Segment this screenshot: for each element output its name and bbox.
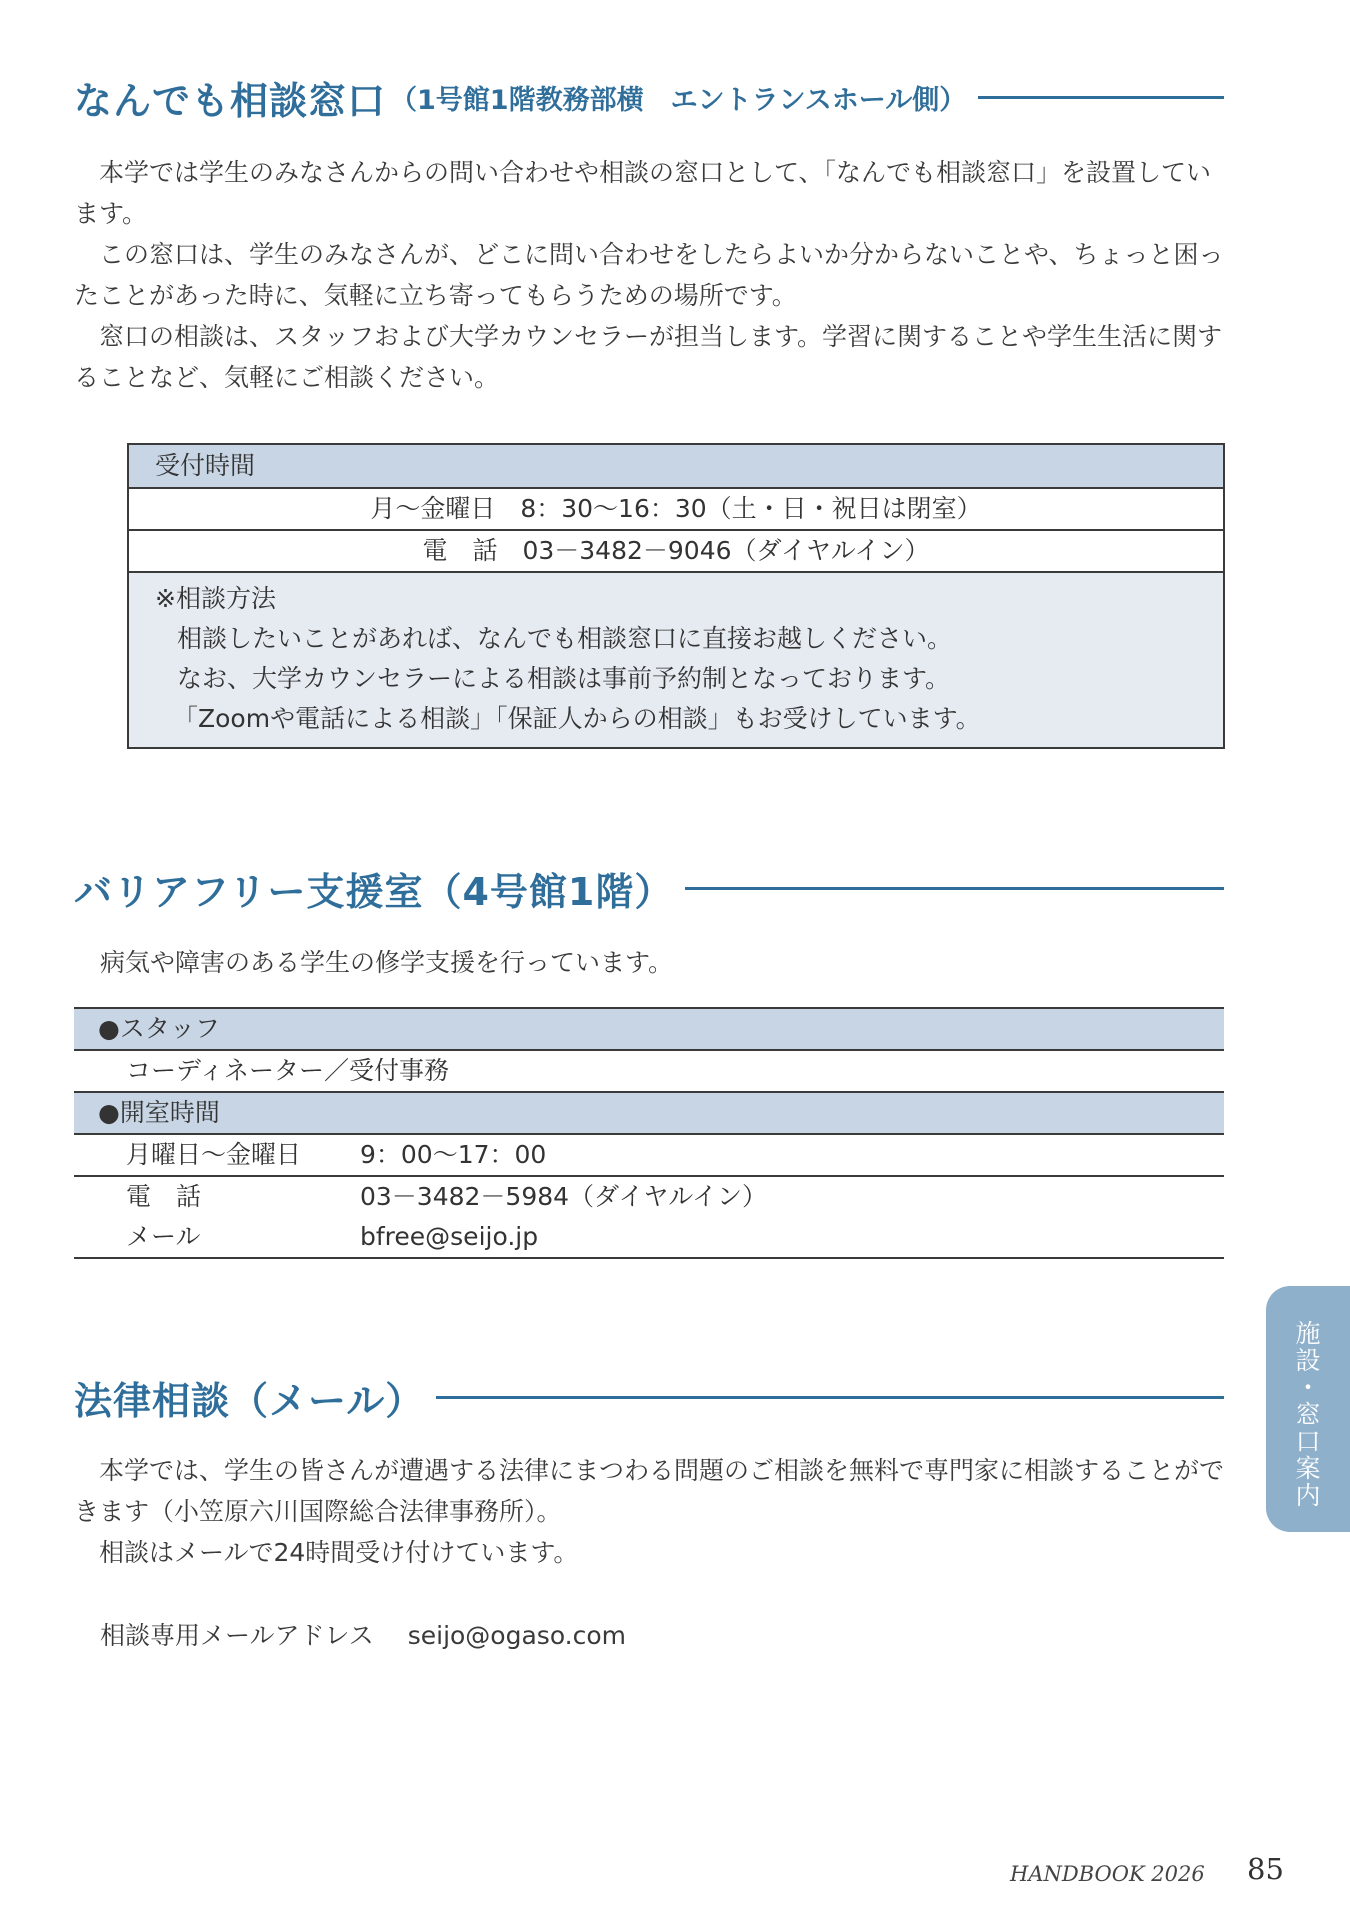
note-line: なお、大学カウンセラーによる相談は事前予約制となっております。 [177,664,951,693]
section-title: なんでも相談窓口 [74,79,387,123]
legal-email-line [100,1615,1224,1656]
paragraph: この窓口は、学生のみなさんが、どこに問い合わせをしたらよいか分からないことや、ちょっと困ったことがあった時に、気軽に立ち寄ってもらうための場所です。 [74,240,1224,310]
row-value: 9：00～17：00 [360,1140,547,1169]
side-index-tab [1266,1286,1350,1532]
section-subtitle: （1号館1階教務部横 エントランスホール側） [390,85,967,116]
paragraph: 窓口の相談は、スタッフおよび大学カウンセラーが担当します。学習に関することや学生生活に関することなど、気軽にご相談ください。 [74,322,1223,392]
phone-row [74,1177,1224,1217]
phone-row: 電 話 03－3482－9046（ダイヤルイン） [129,531,1223,573]
section-heading-legal [74,1370,1224,1425]
section-title: 法律相談（メール） [74,1379,425,1423]
hours-row: 月～金曜日 8：30～16：30（土・日・祝日は閉室） [129,489,1223,531]
heading-rule [685,887,1224,890]
note-title: ※相談方法 [155,584,276,613]
staff-row [74,1051,1224,1093]
hours-row [74,1135,1224,1177]
table-header: 受付時間 [129,445,1223,489]
heading-rule [436,1396,1224,1399]
section-heading-consultation [74,70,1224,125]
address-label: 相談専用メールアドレス [100,1621,374,1650]
legal-email[interactable]: seijo@ogaso.com [407,1621,627,1650]
note-line: 相談したいことがあれば、なんでも相談窓口に直接お越しください。 [177,624,953,653]
consultation-hours-table [127,443,1225,749]
page-number: 85 [1247,1852,1284,1886]
section-title: バリアフリー支援室（4号館1階） [74,870,674,914]
hours-header: ●開室時間 [74,1093,1224,1135]
barrier-free-table [74,1007,1224,1259]
email-value[interactable]: bfree@seijo.jp [360,1222,539,1251]
side-tab-label: 施設・窓口案内 [1292,1320,1321,1509]
heading-rule [978,96,1224,99]
consultation-method-note [129,573,1223,747]
section-heading-barrier-free [74,861,1224,916]
note-line: 「Zoomや電話による相談」「保証人からの相談」もお受けしています。 [173,704,981,733]
row-label: 電 話 [126,1182,202,1211]
email-row [74,1217,1224,1259]
legal-description [74,1450,1224,1573]
row-value: 03－3482－5984（ダイヤルイン） [360,1182,768,1211]
row-label: 月曜日～金曜日 [126,1140,302,1169]
row-label: メール [126,1222,201,1251]
consultation-description [74,152,1224,398]
paragraph: 本学では学生のみなさんからの問い合わせや相談の窓口として、「なんでも相談窓口」を設置しています。 [74,158,1212,228]
paragraph: 相談はメールで24時間受け付けています。 [99,1538,579,1567]
paragraph: 本学では、学生の皆さんが遭遇する法律にまつわる問題のご相談を無料で専門家に相談することができます（小笠原六川国際総合法律事務所）。 [74,1456,1225,1526]
barrier-free-intro: 病気や障害のある学生の修学支援を行っています。 [100,948,674,977]
footer-handbook: HANDBOOK 2026 [1010,1862,1205,1886]
staff-value: コーディネーター／受付事務 [126,1056,450,1085]
staff-header: ●スタッフ [74,1007,1224,1051]
